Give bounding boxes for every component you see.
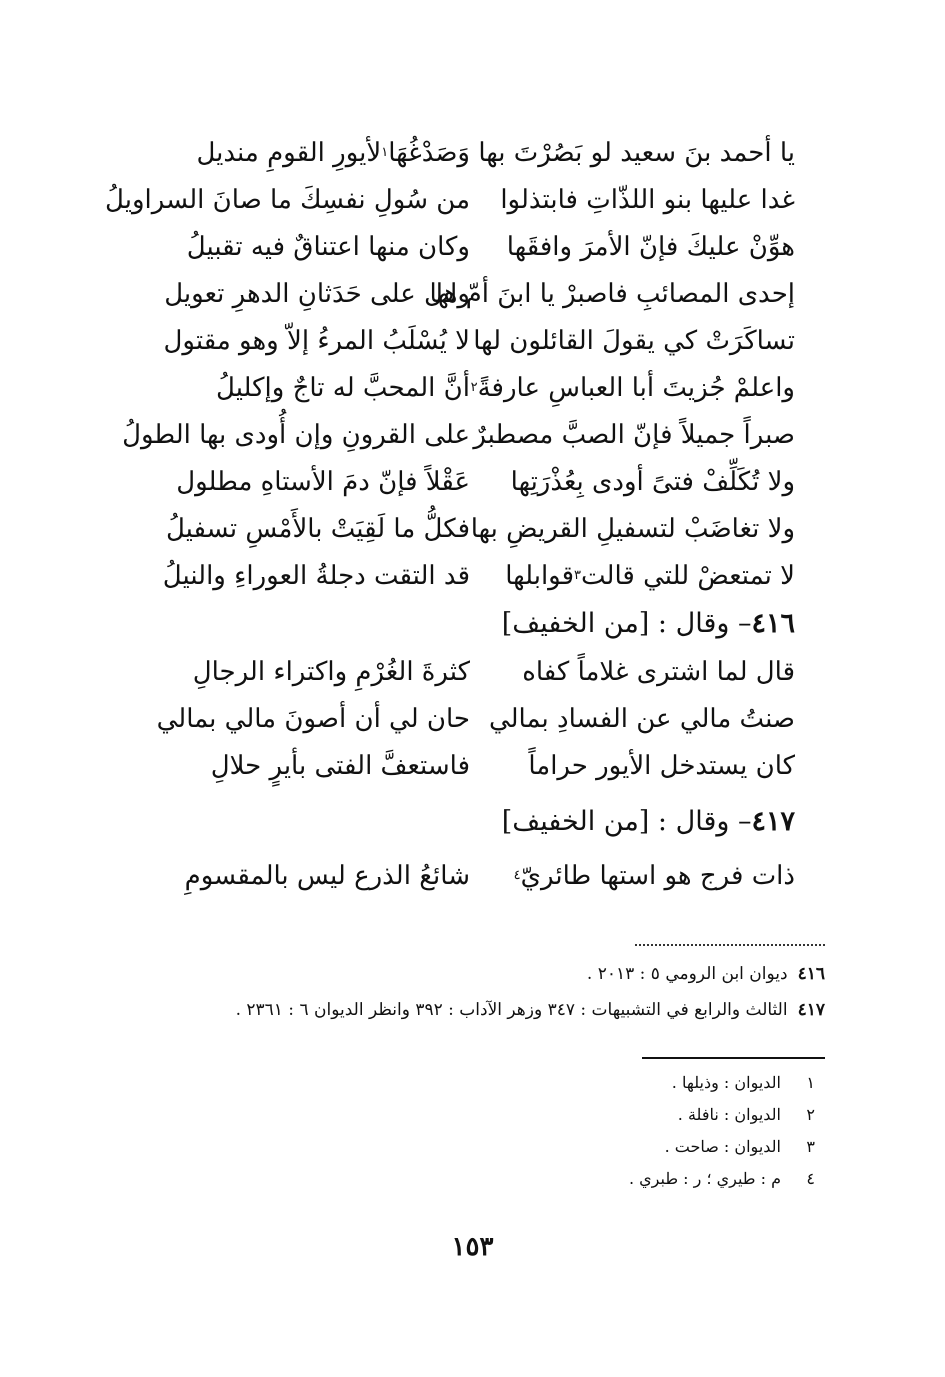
verse-hemistich-2 xyxy=(163,318,470,364)
verse-text: ولا تُكَلِّفْ فتىً أودى بِعُذْرَتِها xyxy=(510,467,795,497)
footnote-rule xyxy=(642,1057,825,1059)
verse-hemistich-1 xyxy=(495,459,795,505)
verse-text: من سُولِ نفسِكَ ما صانَ السراويلُ xyxy=(105,185,470,215)
verse-text: وهل على حَدَثانِ الدهرِ تعويل xyxy=(164,279,470,309)
verse-hemistich-2: وَصَدْغُهَا ١ لأيورِ القومِ منديل xyxy=(196,138,470,168)
source-note xyxy=(236,1000,825,1020)
poem-heading-text: – وقال : [من الخفيف] xyxy=(501,607,752,639)
verse-text: لا يُسْلَبُ المرءُ إلاّ وهو مقتول xyxy=(163,326,470,356)
verse-text: وَصَدْغُهَا xyxy=(388,138,470,168)
verse-hemistich-2 xyxy=(122,412,470,458)
verse-hemistich-1 xyxy=(478,130,795,176)
verse-text: فكلُّ ما لَقِيَتْ بالأَمْسِ تسفيلُ xyxy=(165,514,470,544)
verse-hemistich-2 xyxy=(156,696,470,742)
verse-text: عَقْلاً فإنّ دمَ الأستاهِ مطلول xyxy=(176,467,470,497)
verse-hemistich-1: واعلمْ جُزيتَ أبا العباسِ عارفةً ٢ xyxy=(470,373,795,403)
verse-text: على القرونِ وإن أُودى بها الطولُ xyxy=(122,420,470,450)
verse-text: كثرةَ الغُرْمِ واكتراء الرجالِ xyxy=(192,657,470,687)
verse-hemistich-1: لا تمتعضْ للتي قالت ٣ قوابلها xyxy=(505,561,795,591)
footnote xyxy=(665,1137,815,1156)
footnote xyxy=(629,1169,815,1188)
verse-text: إحدى المصائبِ فاصبرْ يا ابنَ أمّ لها xyxy=(429,279,795,309)
verse-text: صبراً جميلاً فإنّ الصبَّ مصطبرٌ xyxy=(473,420,795,450)
verse-text: قوابلها xyxy=(505,561,575,591)
verse-hemistich-2 xyxy=(170,365,470,411)
verse-text: فاستعفَّ الفتى بأيرٍ حلالِ xyxy=(210,751,470,781)
verse-hemistich-2 xyxy=(105,177,470,223)
poem-number: ٤١٦ xyxy=(751,607,795,639)
verse-hemistich-2 xyxy=(162,553,470,599)
source-text: الثالث والرابع في التشبيهات : ٣٤٧ وزهر الآداب : ٣٩٢ وانظر الديوان ٦ : ٢٣٦١ . xyxy=(235,1000,788,1020)
verse-hemistich-1 xyxy=(473,412,795,458)
verse-hemistich-2 xyxy=(170,459,470,505)
verse-hemistich-1: ذات فرج هو استها طائريّ ٤ xyxy=(513,861,795,891)
verse-hemistich-2 xyxy=(170,224,470,270)
verse-hemistich-2 xyxy=(165,506,470,552)
verse-text: قال لما اشترى غلاماً كفاه xyxy=(522,657,795,687)
footnote-number: ١ xyxy=(806,1073,815,1092)
verse-text: ولا تغاضَبْ لتسفيلِ القريضِ بها xyxy=(470,514,795,544)
verse-text: شائعُ الذرع ليس بالمقسومِ xyxy=(184,861,470,891)
verse-text: يا أحمد بنَ سعيد لو بَصُرْتَ بها xyxy=(478,138,795,168)
source-text: ديوان ابن الرومي ٥ : ٢٠١٣ . xyxy=(586,964,788,984)
verse-hemistich-1 xyxy=(488,696,795,742)
poem-number: ٤١٧ xyxy=(751,805,795,837)
footnote-number: ٣ xyxy=(806,1137,815,1156)
verse-text: ذات فرج هو استها طائريّ xyxy=(520,861,795,891)
poem-heading-416 xyxy=(502,600,795,646)
footnote-text: الديوان : نافلة . xyxy=(677,1105,781,1124)
footnote xyxy=(678,1105,815,1124)
verse-text: صنتُ مالي عن الفسادِ بمالي xyxy=(488,704,795,734)
verse-text: حان لي أن أصونَ مالي بمالي xyxy=(156,704,470,734)
verse-hemistich-1 xyxy=(495,177,795,223)
verse-hemistich-2 xyxy=(170,853,470,899)
verse-hemistich-2 xyxy=(170,743,470,789)
verse-text: واعلمْ جُزيتَ أبا العباسِ عارفةً xyxy=(477,373,795,403)
footnote-number: ٢ xyxy=(806,1105,815,1124)
verse-text: لا تمتعضْ للتي قالت xyxy=(581,561,795,591)
verse-hemistich-2 xyxy=(164,271,470,317)
footnote xyxy=(672,1073,815,1092)
source-note xyxy=(587,964,825,984)
poem-heading-text: – وقال : [من الخفيف] xyxy=(501,805,752,837)
footnote-text: الديوان : وذيلها . xyxy=(671,1073,781,1092)
footnote-text: الديوان : صاحت . xyxy=(664,1137,781,1156)
verse-text: أنَّ المحبَّ له تاجٌ وإكليلُ xyxy=(216,373,470,403)
verse-text: لأيورِ القومِ منديل xyxy=(196,138,382,168)
verse-hemistich-1 xyxy=(495,743,795,789)
verse-hemistich-2 xyxy=(170,649,470,695)
footnote-text: م : طيري ؛ ر : طبري . xyxy=(628,1169,781,1188)
page-number: ١٥٣ xyxy=(451,1232,494,1262)
verse-text: غدا عليها بنو اللذّاتِ فابتذلوا xyxy=(500,185,795,215)
poem-heading-417 xyxy=(502,798,795,844)
verse-text: هوِّنْ عليكَ فإنّ الأمرَ وافقَها xyxy=(506,232,795,262)
dotted-separator xyxy=(635,944,825,946)
source-number: ٤١٦ xyxy=(797,964,825,984)
verse-text: وكان منها اعتناقٌ فيه تقبيلُ xyxy=(186,232,470,262)
verse-text: تساكَرَتْ كي يقولَ القائلون لها xyxy=(473,326,795,356)
verse-text: كان يستدخل الأيور حراماً xyxy=(528,751,795,781)
source-number: ٤١٧ xyxy=(797,1000,825,1020)
verse-hemistich-1 xyxy=(495,224,795,270)
verse-text: قد التقت دجلةُ العوراءِ والنيلُ xyxy=(162,561,470,591)
verse-hemistich-1 xyxy=(473,318,795,364)
verse-hemistich-1 xyxy=(429,271,795,317)
verse-hemistich-1 xyxy=(495,649,795,695)
footnote-number: ٤ xyxy=(806,1169,815,1188)
verse-hemistich-1 xyxy=(470,506,795,552)
